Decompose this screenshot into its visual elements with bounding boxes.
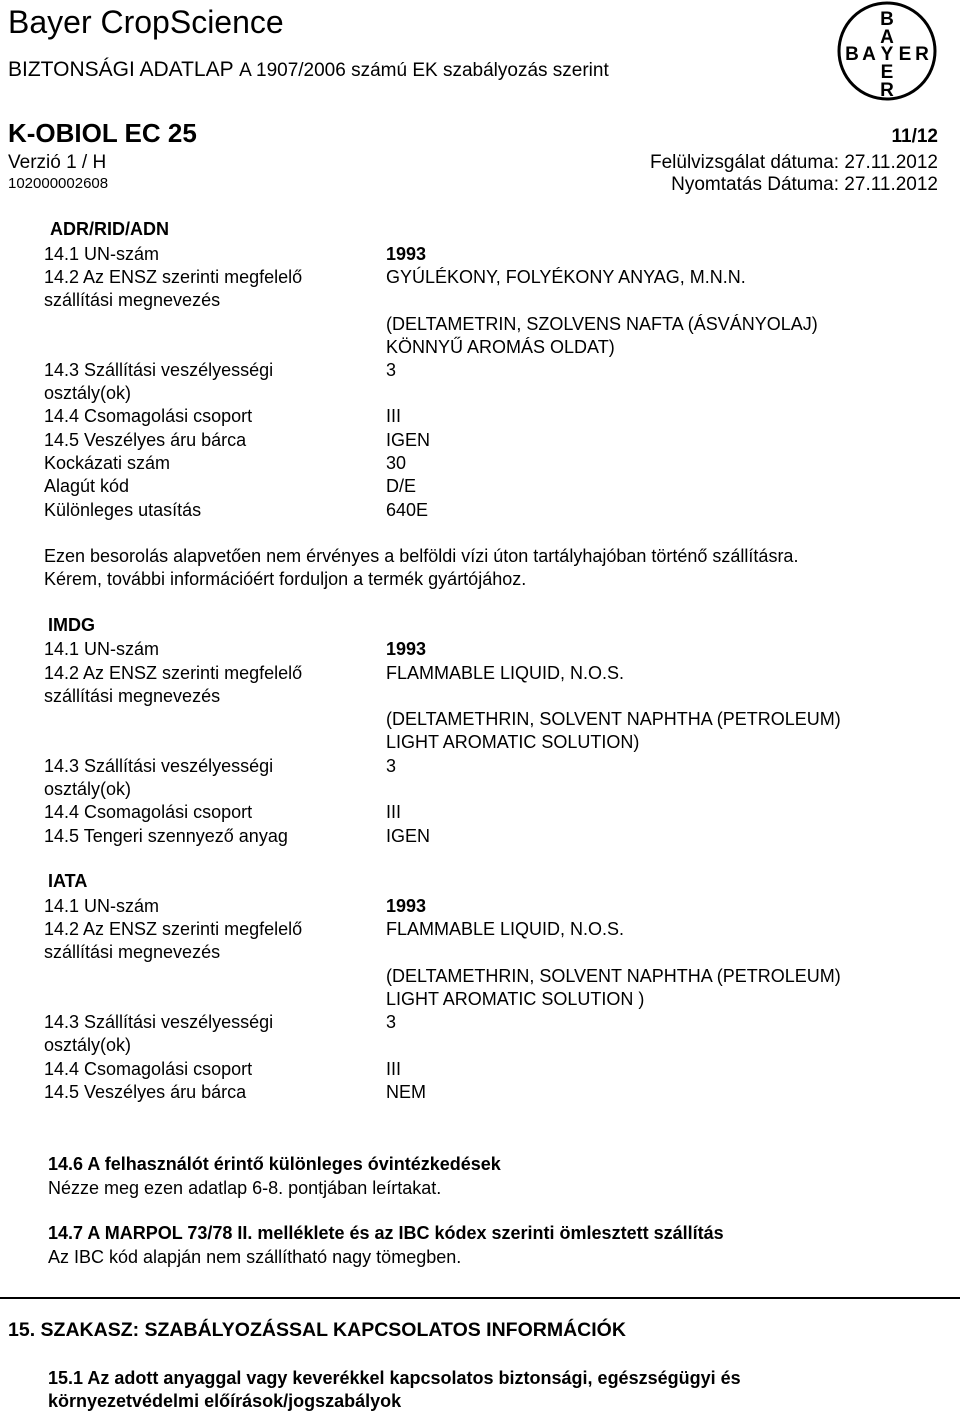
adr-heading: ADR/RID/ADN: [50, 219, 169, 239]
adr-special-provision-value: 640E: [386, 500, 429, 520]
imdg-class-label-cont: osztály(ok): [44, 779, 132, 799]
bayer-cross-logo: [836, 0, 938, 102]
section-divider: [0, 1297, 960, 1299]
imdg-name-value: FLAMMABLE LIQUID, N.O.S.: [386, 663, 625, 683]
document-number: 102000002608: [8, 175, 109, 192]
imdg-class-label: 14.3 Szállítási veszélyességi: [44, 756, 274, 776]
imdg-un-label: 14.1 UN-szám: [44, 639, 160, 659]
adr-class-value: 3: [386, 360, 397, 380]
iata-un-value: 1993: [386, 896, 427, 916]
logo-letter-a: A: [880, 27, 894, 48]
adr-un-label: 14.1 UN-szám: [44, 244, 160, 264]
adr-hazard-label-value: IGEN: [386, 430, 431, 450]
adr-hazard-number-value: 30: [386, 453, 407, 473]
brand-name: Bayer CropScience: [8, 4, 284, 40]
imdg-name-label-cont: szállítási megnevezés: [44, 686, 221, 706]
logo-letter-b: B: [880, 9, 894, 30]
adr-class-label-cont: osztály(ok): [44, 383, 132, 403]
adr-un-value: 1993: [386, 244, 427, 264]
adr-packing-group-value: III: [386, 406, 402, 426]
revision-date: Felülvizsgálat dátuma: 27.11.2012: [650, 152, 938, 173]
imdg-marine-pollutant-label: 14.5 Tengeri szennyező anyag: [44, 826, 288, 846]
section-14-7-heading: 14.7 A MARPOL 73/78 II. melléklete és az IBC kódex szerinti ömlesztett szállítás: [48, 1223, 724, 1243]
iata-hazard-label-value: NEM: [386, 1082, 426, 1102]
version-label: Verzió 1 / H: [8, 152, 107, 173]
document-title: [8, 58, 609, 83]
adr-hazard-number-label: Kockázati szám: [44, 453, 171, 473]
iata-class-label-cont: osztály(ok): [44, 1035, 132, 1055]
imdg-packing-group-value: III: [386, 802, 402, 822]
iata-name-label-cont: szállítási megnevezés: [44, 942, 221, 962]
iata-name-label: 14.2 Az ENSZ szerinti megfelelő: [44, 919, 303, 939]
imdg-un-value: 1993: [386, 639, 427, 659]
section-14-6-text: Nézze meg ezen adatlap 6-8. pontjában leírtakat.: [48, 1178, 442, 1198]
iata-name-detail: (DELTAMETHRIN, SOLVENT NAPHTHA (PETROLEUM): [386, 966, 841, 986]
iata-packing-group-value: III: [386, 1059, 402, 1079]
section-14-7-text: Az IBC kód alapján nem szállítható nagy tömegben.: [48, 1247, 462, 1267]
logo-letter-e: E: [880, 62, 894, 83]
logo-letter-e-h: E: [898, 44, 912, 65]
document-title-regulation: A 1907/2006 számú EK szabályozás szerint: [239, 60, 609, 81]
adr-name-value: GYÚLÉKONY, FOLYÉKONY ANYAG, M.N.N.: [386, 267, 746, 287]
adr-packing-group-label: 14.4 Csomagolási csoport: [44, 406, 253, 426]
imdg-marine-pollutant-value: IGEN: [386, 826, 431, 846]
adr-name-detail: (DELTAMETRIN, SZOLVENS NAFTA (ÁSVÁNYOLAJ): [386, 314, 818, 334]
adr-note: Ezen besorolás alapvetően nem érvényes a belföldi vízi úton tartályhajóban történő szállításra.: [44, 546, 799, 566]
adr-note-cont: Kérem, további információért forduljon a termék gyártójához.: [44, 569, 527, 589]
iata-class-label: 14.3 Szállítási veszélyességi: [44, 1012, 274, 1032]
section-15-heading: 15. SZAKASZ: SZABÁLYOZÁSSAL KAPCSOLATOS INFORMÁCIÓK: [8, 1319, 626, 1341]
iata-heading: IATA: [48, 871, 88, 891]
adr-special-provision-label: Különleges utasítás: [44, 500, 202, 520]
section-14-6-heading: 14.6 A felhasználót érintő különleges óvintézkedések: [48, 1154, 501, 1174]
imdg-name-detail-cont: LIGHT AROMATIC SOLUTION): [386, 732, 640, 752]
iata-hazard-label-label: 14.5 Veszélyes áru bárca: [44, 1082, 247, 1102]
product-name: K-OBIOL EC 25: [8, 118, 197, 148]
logo-letter-r: R: [880, 80, 894, 101]
adr-name-label: 14.2 Az ENSZ szerinti megfelelő: [44, 267, 303, 287]
adr-name-detail-cont: KÖNNYŰ AROMÁS OLDAT): [386, 337, 615, 357]
page-number: 11/12: [891, 126, 938, 147]
logo-letter-a-h: A: [862, 44, 876, 65]
iata-packing-group-label: 14.4 Csomagolási csoport: [44, 1059, 253, 1079]
logo-letter-r-h: R: [915, 44, 929, 65]
logo-letter-y: Y: [880, 44, 894, 65]
imdg-class-value: 3: [386, 756, 397, 776]
adr-tunnel-code-label: Alagút kód: [44, 476, 130, 496]
adr-class-label: 14.3 Szállítási veszélyességi: [44, 360, 274, 380]
adr-hazard-label-label: 14.5 Veszélyes áru bárca: [44, 430, 247, 450]
logo-letter-b-h: B: [845, 44, 859, 65]
adr-tunnel-code-value: D/E: [386, 476, 417, 496]
iata-name-value: FLAMMABLE LIQUID, N.O.S.: [386, 919, 625, 939]
print-date: Nyomtatás Dátuma: 27.11.2012: [671, 174, 938, 195]
imdg-name-detail: (DELTAMETHRIN, SOLVENT NAPHTHA (PETROLEUM): [386, 709, 841, 729]
iata-class-value: 3: [386, 1012, 397, 1032]
document-title-main: BIZTONSÁGI ADATLAP: [8, 58, 234, 81]
section-15-1-heading-cont: környezetvédelmi előírások/jogszabályok: [48, 1391, 402, 1411]
section-15-1-heading: 15.1 Az adott anyaggal vagy keverékkel kapcsolatos biztonsági, egészségügyi és: [48, 1368, 741, 1388]
iata-un-label: 14.1 UN-szám: [44, 896, 160, 916]
iata-name-detail-cont: LIGHT AROMATIC SOLUTION ): [386, 989, 645, 1009]
adr-name-label-cont: szállítási megnevezés: [44, 290, 221, 310]
imdg-heading: IMDG: [48, 615, 95, 635]
imdg-packing-group-label: 14.4 Csomagolási csoport: [44, 802, 253, 822]
imdg-name-label: 14.2 Az ENSZ szerinti megfelelő: [44, 663, 303, 683]
